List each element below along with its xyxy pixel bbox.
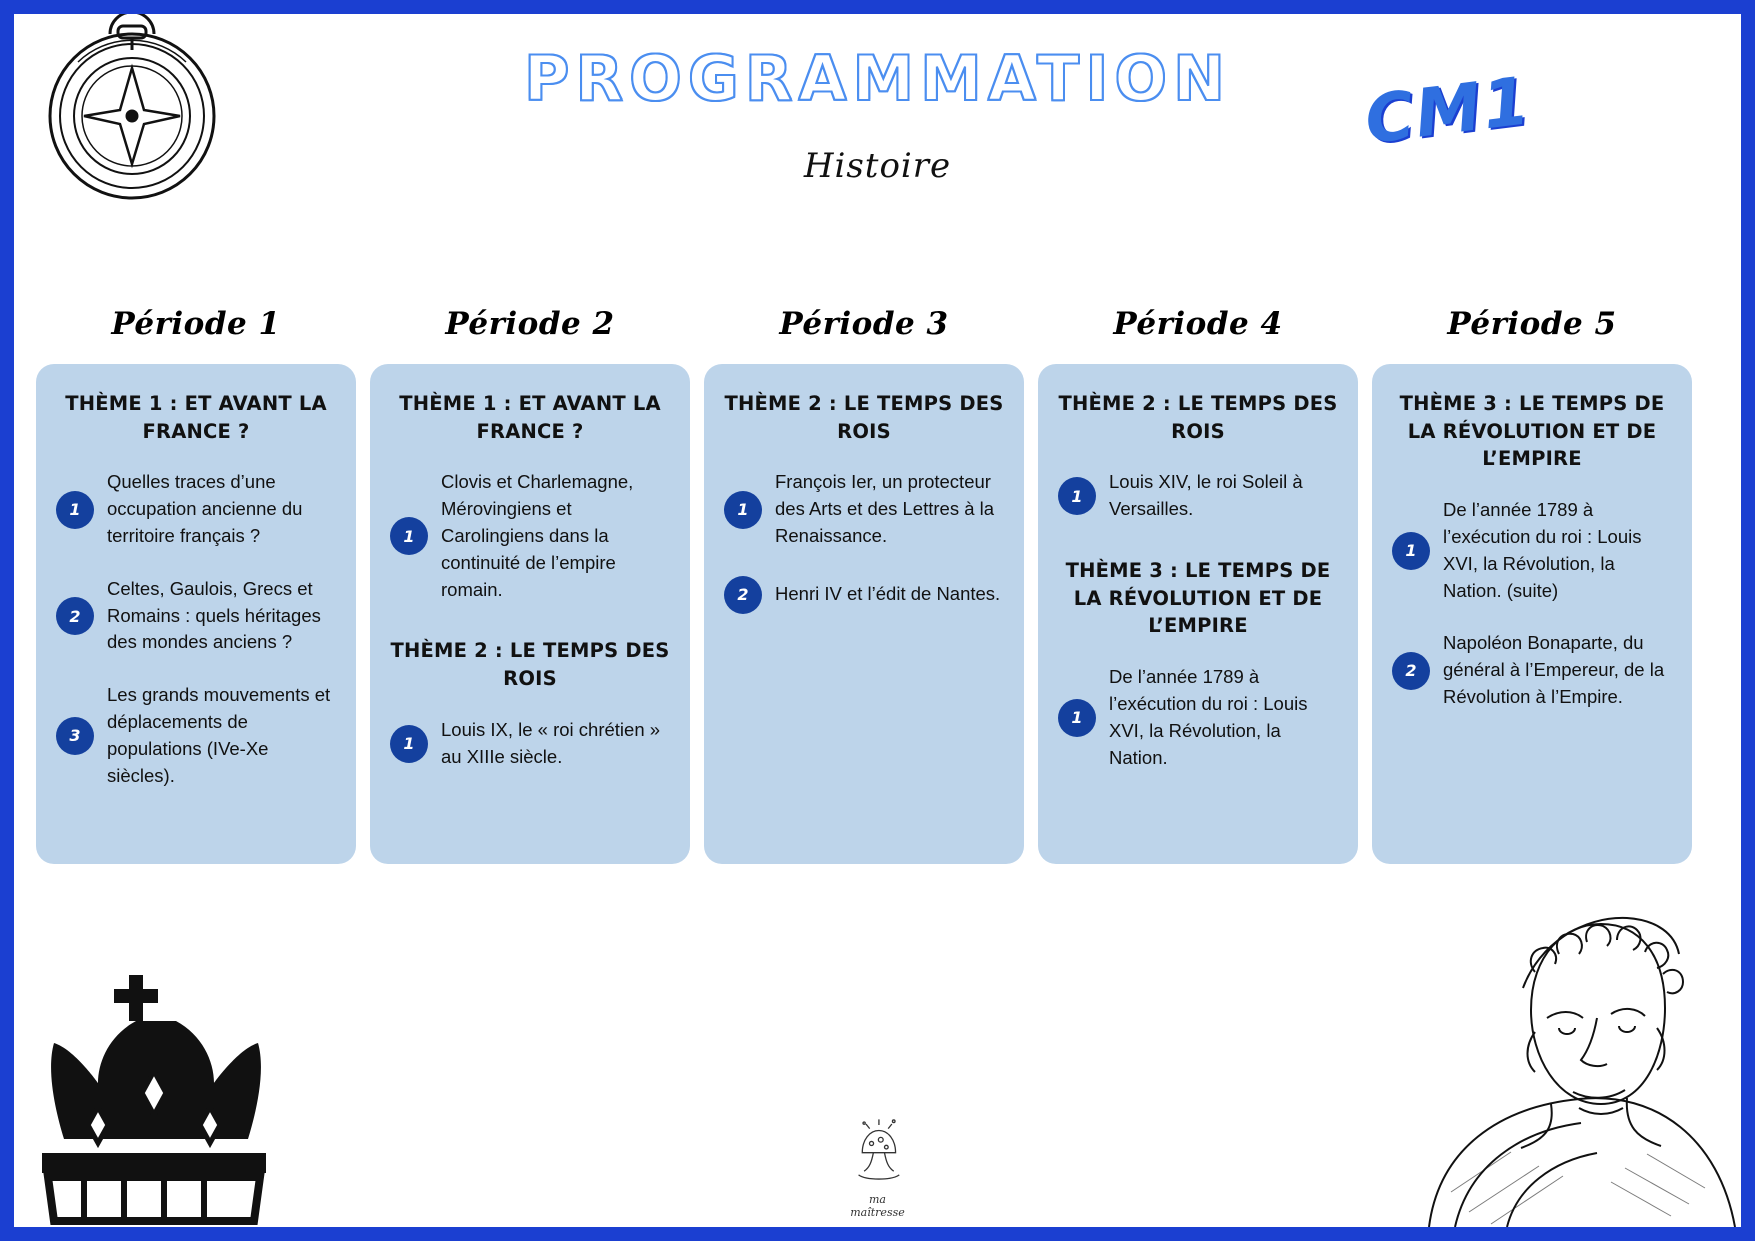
theme-heading: THÈME 2 : LE TEMPS DES ROIS — [724, 392, 1004, 443]
item-number: 2 — [1392, 652, 1430, 690]
mushroom-logo-icon — [818, 1112, 938, 1219]
theme-heading: THÈME 2 : LE TEMPS DES ROIS — [390, 639, 670, 691]
page-subtitle: Histoire — [803, 146, 952, 186]
list-item — [724, 469, 1004, 549]
list-item — [56, 469, 336, 549]
period-column — [36, 306, 356, 864]
item-number: 1 — [1058, 477, 1096, 515]
crown-icon — [24, 967, 284, 1227]
list-item — [56, 576, 336, 656]
theme-items — [56, 469, 336, 789]
logo-line-1: ma — [869, 1192, 886, 1206]
level-badge: CM1 — [1360, 62, 1536, 159]
logo-line-2: maîtresse — [850, 1205, 905, 1219]
period-column — [1372, 306, 1692, 864]
item-number: 1 — [390, 517, 428, 555]
item-number: 1 — [56, 491, 94, 529]
period-title: Période 5 — [1447, 306, 1617, 342]
period-card — [1038, 364, 1358, 864]
period-column — [370, 306, 690, 864]
item-number: 1 — [390, 725, 428, 763]
period-card — [370, 364, 690, 864]
theme-items — [1058, 469, 1338, 523]
item-number: 1 — [1392, 532, 1430, 570]
list-item — [1058, 664, 1338, 771]
period-card — [1372, 364, 1692, 864]
item-text: Henri IV et l’édit de Nantes. — [775, 583, 1001, 605]
theme-heading: THÈME 3 : LE TEMPS DE LA RÉVOLUTION ET DE L’EMPIRE — [1399, 392, 1665, 471]
period-column — [704, 306, 1024, 864]
item-text: François Ier, un protecteur des Arts et des Lettres à la Renaissance. — [775, 471, 995, 546]
theme-heading: THÈME 2 : LE TEMPS DES ROIS — [1058, 392, 1338, 443]
theme-items — [390, 469, 670, 603]
list-item — [1392, 630, 1672, 710]
theme-items — [390, 717, 670, 771]
page-title: PROGRAMMATION — [523, 42, 1232, 115]
theme-items — [1392, 497, 1672, 711]
theme-items — [724, 469, 1004, 613]
theme-heading: THÈME 1 : ET AVANT LA FRANCE ? — [65, 392, 327, 443]
period-title: Période 3 — [779, 306, 949, 342]
theme-heading: THÈME 1 : ET AVANT LA FRANCE ? — [399, 392, 661, 443]
item-number: 1 — [724, 491, 762, 529]
item-number: 2 — [56, 597, 94, 635]
item-number: 3 — [56, 717, 94, 755]
periods-container — [36, 306, 1726, 864]
item-text: De l’année 1789 à l’exécution du roi : Louis XVI, la Révolution, la Nation. — [1109, 666, 1308, 768]
list-item — [724, 576, 1004, 614]
period-column — [1038, 306, 1358, 864]
poster-page — [10, 10, 1745, 1231]
period-card — [704, 364, 1024, 864]
period-title: Période 4 — [1113, 306, 1283, 342]
theme-heading: THÈME 3 : LE TEMPS DE LA RÉVOLUTION ET DE L’EMPIRE — [1065, 559, 1331, 638]
list-item — [390, 469, 670, 603]
item-text: Louis XIV, le roi Soleil à Versailles. — [1109, 471, 1303, 520]
item-number: 1 — [1058, 699, 1096, 737]
item-number: 2 — [724, 576, 762, 614]
list-item — [1058, 469, 1338, 523]
item-text: De l’année 1789 à l’exécution du roi : Louis XVI, la Révolution, la Nation. (suite) — [1443, 499, 1642, 601]
item-text: Les grands mouvements et déplacements de populations (IVe-Xe siècles). — [107, 684, 331, 786]
poster-header — [14, 14, 1741, 229]
list-item — [1392, 497, 1672, 604]
period-card — [36, 364, 356, 864]
item-text: Celtes, Gaulois, Grecs et Romains : quels héritages des mondes anciens ? — [107, 577, 321, 653]
list-item — [390, 717, 670, 771]
theme-items — [1058, 664, 1338, 771]
period-title: Période 2 — [445, 306, 615, 342]
item-text: Quelles traces d’une occupation ancienne du territoire français ? — [107, 471, 303, 546]
item-text: Louis IX, le « roi chrétien » au XIIIe siècle. — [441, 718, 661, 767]
item-text: Clovis et Charlemagne, Mérovingiens et Carolingiens dans la continuité de l’empire romain. — [441, 471, 634, 600]
item-text: Napoléon Bonaparte, du général à l’Empereur, de la Révolution à l’Empire. — [1443, 632, 1665, 707]
period-title: Période 1 — [111, 306, 281, 342]
list-item — [56, 682, 336, 789]
napoleon-portrait-icon — [1411, 892, 1741, 1227]
